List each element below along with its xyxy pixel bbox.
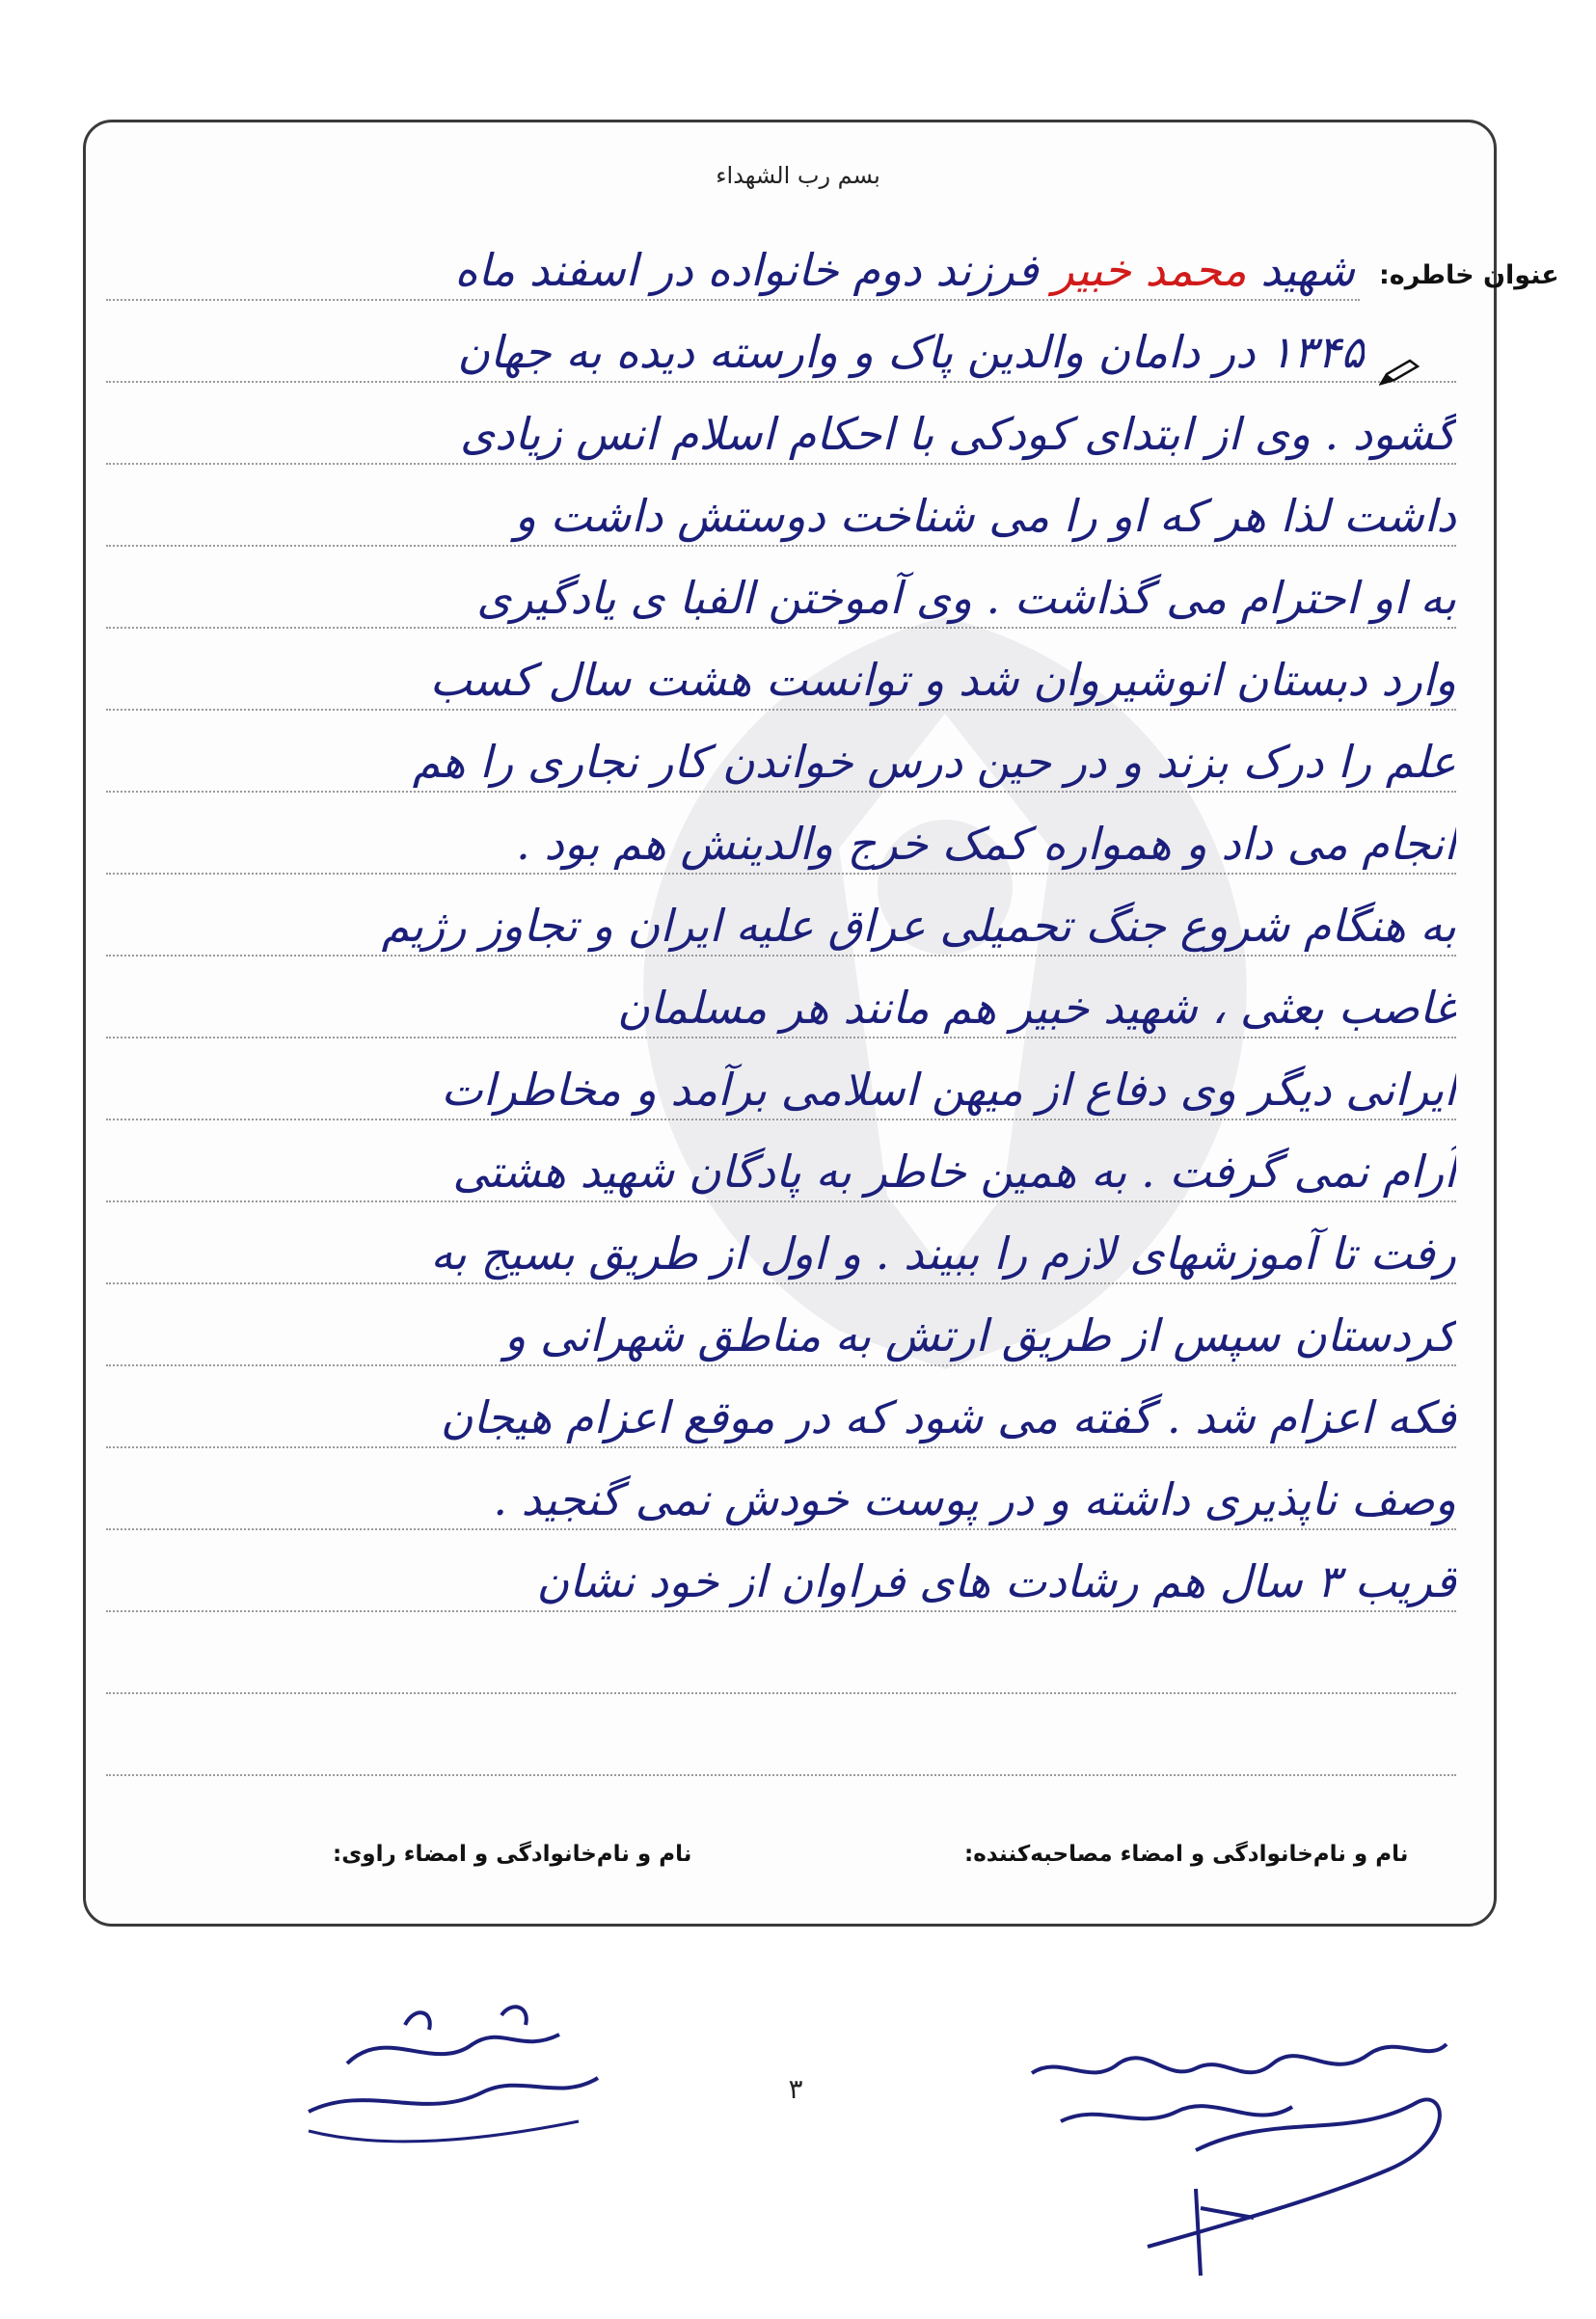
handwritten-line-2: گشود . وی از ابتدای کودکی با احکام اسلام انس زیادی: [460, 408, 1456, 460]
handwritten-title-rest: فرزند دوم خانواده در اسفند ماه: [454, 244, 1039, 296]
handwritten-line-12: رفت تا آموزشهای لازم را ببیند . و اول از طریق بسیج به: [430, 1227, 1456, 1280]
memory-title-label: عنوان خاطره:: [1379, 260, 1559, 290]
handwritten-line-1: ۱۳۴۵ در دامان والدین پاک و وارسته دیده به جهان: [457, 326, 1365, 378]
handwritten-line-13: کردستان سپس از طریق ارتش به مناطق شهرانی و: [504, 1309, 1456, 1362]
handwritten-line-15: وصف ناپذیری داشته و در پوست خودش نمی گنجید .: [493, 1473, 1456, 1525]
page-header-bismillah: بسم رب الشهداء: [716, 162, 880, 189]
handwritten-line-5: وارد دبستان انوشیروان شد و توانست هشت سال کسب: [429, 654, 1456, 706]
handwritten-title-line: [101, 231, 1355, 309]
dotted-rule: [106, 1692, 1456, 1694]
handwritten-line-10: ایرانی دیگر وی دفاع از میهن اسلامی برآمد و مخاطرات: [441, 1064, 1456, 1116]
page-number: ۳: [788, 2073, 803, 2105]
interviewer-signature-label: نام و نام‌خانوادگی و امضاء مصاحبه‌کننده:: [964, 1842, 1409, 1867]
interviewer-signature: [1003, 1996, 1466, 2285]
handwritten-line-3: داشت لذا هر که او را می شناخت دوستش داشت و: [514, 490, 1456, 542]
handwritten-line-4: به او احترام می گذاشت . وی آموختن الفبا ی یادگیری: [476, 572, 1456, 624]
dotted-rule: [106, 1774, 1456, 1776]
pencil-icon: [1379, 357, 1421, 386]
narrator-signature-label: نام و نام‌خانوادگی و امضاء راوی:: [333, 1842, 692, 1867]
handwritten-line-16: قریب ۳ سال هم رشادت های فراوان از خود نشان: [536, 1555, 1456, 1607]
handwritten-martyr-name: محمد خبیر: [1052, 244, 1247, 296]
handwritten-title-prefix: شهید: [1260, 244, 1355, 296]
handwritten-line-9: غاصب بعثی ، شهید خبیر هم مانند هر مسلمان: [617, 982, 1456, 1034]
handwritten-line-11: آرام نمی گرفت . به همین خاطر به پادگان شهید هشتی: [452, 1146, 1456, 1198]
handwritten-line-14: فکه اعزام شد . گفته می شود که در موقع اعزام هیجان: [440, 1391, 1456, 1443]
narrator-signature: [289, 1986, 617, 2179]
handwritten-line-8: به هنگام شروع جنگ تحمیلی عراق علیه ایران و تجاوز رژیم: [381, 900, 1456, 952]
handwritten-line-7: انجام می داد و همواره کمک خرج والدینش هم بود .: [516, 818, 1456, 870]
handwritten-line-6: علم را درک بزند و در حین درس خواندن کار نجاری را هم: [412, 736, 1456, 788]
